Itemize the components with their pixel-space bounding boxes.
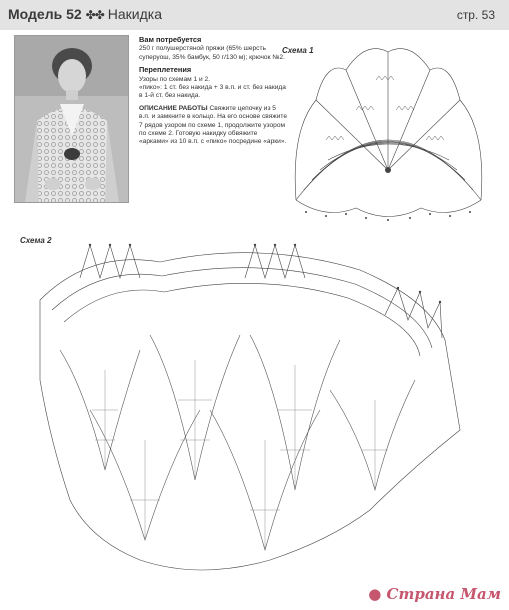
description-lead: ОПИСАНИЕ РАБОТЫ	[139, 104, 208, 112]
watermark-text: Страна Мам	[386, 585, 501, 603]
pattern-instructions	[139, 36, 287, 151]
weaves-text	[139, 76, 287, 101]
decor-ornament: ✤✤	[85, 8, 104, 22]
page-number: стр. 53	[456, 8, 495, 22]
model-title	[8, 6, 162, 22]
site-watermark	[368, 585, 501, 603]
page-header	[0, 0, 509, 30]
schema2-label: Схема 2	[20, 236, 52, 245]
woman-photo-image	[15, 36, 128, 202]
watermark-dot-icon: ●	[368, 585, 382, 603]
schema2-diagram	[30, 240, 495, 585]
model-number: Модель 52	[8, 6, 82, 22]
description-body: Свяжите цепочку из 5 в.п. и замкните в кольцо. На его основе свяжите 7 рядов узором по схеме 1, продолжите узором по схеме 2. Готовую накидку обвяжите «арками» из 10 в.п. с «пико» посредине «арки».	[139, 104, 287, 146]
weaves-line2: «пико»: 1 ст. без накида + 3 в.п. и ст. без накида в 1-й ст. без накида.	[139, 84, 286, 100]
item-title: Накидка	[107, 6, 163, 22]
materials-heading: Вам потребуется	[139, 35, 202, 44]
schema1-diagram	[286, 40, 491, 230]
schema1-label: Схема 1	[282, 46, 314, 55]
model-photo	[14, 35, 129, 203]
weaves-line1: Узоры по схемам 1 и 2.	[139, 75, 211, 83]
materials-text: 250 г полушерстяной пряжи (65% шерсть суперуош, 35% бамбук, 50 г/130 м); крючок №2.	[139, 45, 285, 61]
description-text	[139, 105, 287, 147]
weaves-heading: Переплетения	[139, 65, 192, 75]
